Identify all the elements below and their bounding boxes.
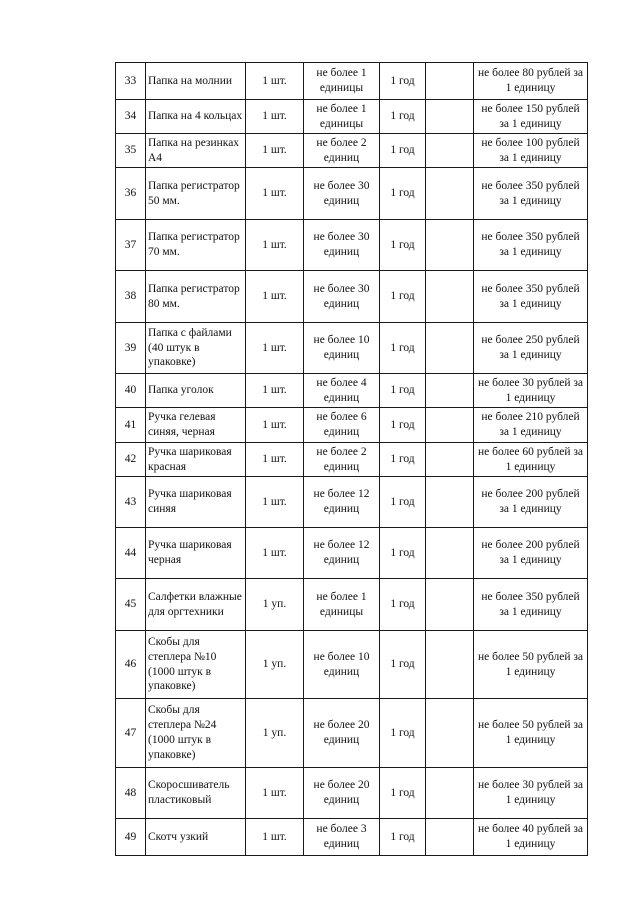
table-row [116, 699, 588, 768]
item-name: Ручка шариковая красная [146, 443, 246, 477]
item-period: 1 год [380, 443, 426, 477]
item-period: 1 год [380, 134, 426, 168]
row-number: 47 [116, 699, 146, 768]
empty-cell [426, 220, 474, 271]
supply-table [115, 62, 588, 856]
row-number: 44 [116, 528, 146, 579]
item-name: Ручка гелевая синяя, черная [146, 408, 246, 443]
item-period: 1 год [380, 528, 426, 579]
item-quantity: не более 10 единиц [304, 631, 380, 699]
item-unit: 1 шт. [246, 100, 304, 134]
table-row [116, 100, 588, 134]
item-unit: 1 шт. [246, 374, 304, 408]
item-price: не более 350 рублей за 1 единицу [474, 579, 588, 631]
row-number: 40 [116, 374, 146, 408]
item-price: не более 100 рублей за 1 единицу [474, 134, 588, 168]
row-number: 38 [116, 271, 146, 323]
table-row [116, 168, 588, 220]
table-row [116, 477, 588, 528]
row-number: 48 [116, 768, 146, 819]
item-price: не более 60 рублей за 1 единицу [474, 443, 588, 477]
empty-cell [426, 168, 474, 220]
item-unit: 1 шт. [246, 134, 304, 168]
item-unit: 1 шт. [246, 323, 304, 374]
item-unit: 1 шт. [246, 443, 304, 477]
item-unit: 1 шт. [246, 168, 304, 220]
row-number: 36 [116, 168, 146, 220]
item-name: Скоросшиватель пластиковый [146, 768, 246, 819]
item-quantity: не более 4 единиц [304, 374, 380, 408]
item-quantity: не более 30 единиц [304, 271, 380, 323]
item-period: 1 год [380, 323, 426, 374]
empty-cell [426, 271, 474, 323]
item-period: 1 год [380, 768, 426, 819]
item-quantity: не более 3 единиц [304, 819, 380, 856]
item-quantity: не более 2 единиц [304, 134, 380, 168]
table-row [116, 323, 588, 374]
item-price: не более 30 рублей за 1 единицу [474, 374, 588, 408]
table-row [116, 443, 588, 477]
item-quantity: не более 1 единицы [304, 100, 380, 134]
item-price: не более 50 рублей за 1 единицу [474, 631, 588, 699]
table-row [116, 768, 588, 819]
item-unit: 1 шт. [246, 528, 304, 579]
item-quantity: не более 6 единиц [304, 408, 380, 443]
item-name: Папка регистратор 80 мм. [146, 271, 246, 323]
item-quantity: не более 12 единиц [304, 477, 380, 528]
item-unit: 1 уп. [246, 579, 304, 631]
item-price: не более 350 рублей за 1 единицу [474, 271, 588, 323]
item-name: Скобы для степлера №10 (1000 штук в упаковке) [146, 631, 246, 699]
item-price: не более 80 рублей за 1 единицу [474, 63, 588, 100]
item-period: 1 год [380, 271, 426, 323]
item-period: 1 год [380, 477, 426, 528]
item-period: 1 год [380, 579, 426, 631]
empty-cell [426, 443, 474, 477]
item-name: Ручка шариковая черная [146, 528, 246, 579]
item-unit: 1 уп. [246, 631, 304, 699]
item-quantity: не более 1 единицы [304, 579, 380, 631]
item-period: 1 год [380, 220, 426, 271]
item-quantity: не более 2 единиц [304, 443, 380, 477]
item-quantity: не более 12 единиц [304, 528, 380, 579]
item-unit: 1 уп. [246, 699, 304, 768]
item-period: 1 год [380, 374, 426, 408]
item-name: Папка на 4 кольцах [146, 100, 246, 134]
item-price: не более 150 рублей за 1 единицу [474, 100, 588, 134]
item-price: не более 200 рублей за 1 единицу [474, 528, 588, 579]
item-unit: 1 шт. [246, 408, 304, 443]
item-name: Салфетки влажные для оргтехники [146, 579, 246, 631]
table-row [116, 63, 588, 100]
item-quantity: не более 1 единицы [304, 63, 380, 100]
item-price: не более 30 рублей за 1 единицу [474, 768, 588, 819]
item-quantity: не более 10 единиц [304, 323, 380, 374]
item-name: Ручка шариковая синяя [146, 477, 246, 528]
item-period: 1 год [380, 631, 426, 699]
item-name: Папка с файлами (40 штук в упаковке) [146, 323, 246, 374]
item-period: 1 год [380, 63, 426, 100]
item-price: не более 210 рублей за 1 единицу [474, 408, 588, 443]
row-number: 33 [116, 63, 146, 100]
item-quantity: не более 20 единиц [304, 699, 380, 768]
empty-cell [426, 100, 474, 134]
table-row [116, 579, 588, 631]
item-unit: 1 шт. [246, 63, 304, 100]
item-price: не более 350 рублей за 1 единицу [474, 168, 588, 220]
row-number: 37 [116, 220, 146, 271]
item-price: не более 200 рублей за 1 единицу [474, 477, 588, 528]
empty-cell [426, 579, 474, 631]
supply-table-body [116, 63, 588, 856]
empty-cell [426, 631, 474, 699]
empty-cell [426, 477, 474, 528]
empty-cell [426, 528, 474, 579]
row-number: 39 [116, 323, 146, 374]
item-price: не более 250 рублей за 1 единицу [474, 323, 588, 374]
item-period: 1 год [380, 699, 426, 768]
row-number: 41 [116, 408, 146, 443]
item-price: не более 40 рублей за 1 единицу [474, 819, 588, 856]
item-period: 1 год [380, 100, 426, 134]
empty-cell [426, 408, 474, 443]
item-period: 1 год [380, 819, 426, 856]
table-row [116, 408, 588, 443]
item-quantity: не более 30 единиц [304, 220, 380, 271]
row-number: 49 [116, 819, 146, 856]
item-name: Папка на резинках А4 [146, 134, 246, 168]
item-name: Скотч узкий [146, 819, 246, 856]
table-row [116, 631, 588, 699]
item-name: Папка регистратор 50 мм. [146, 168, 246, 220]
table-row [116, 220, 588, 271]
empty-cell [426, 63, 474, 100]
row-number: 34 [116, 100, 146, 134]
item-quantity: не более 30 единиц [304, 168, 380, 220]
row-number: 42 [116, 443, 146, 477]
item-price: не более 50 рублей за 1 единицу [474, 699, 588, 768]
item-quantity: не более 20 единиц [304, 768, 380, 819]
item-period: 1 год [380, 168, 426, 220]
table-row [116, 271, 588, 323]
row-number: 45 [116, 579, 146, 631]
item-unit: 1 шт. [246, 768, 304, 819]
table-row [116, 528, 588, 579]
item-name: Папка регистратор 70 мм. [146, 220, 246, 271]
item-unit: 1 шт. [246, 220, 304, 271]
empty-cell [426, 374, 474, 408]
item-price: не более 350 рублей за 1 единицу [474, 220, 588, 271]
row-number: 46 [116, 631, 146, 699]
table-row [116, 134, 588, 168]
empty-cell [426, 134, 474, 168]
empty-cell [426, 768, 474, 819]
item-unit: 1 шт. [246, 477, 304, 528]
empty-cell [426, 323, 474, 374]
row-number: 35 [116, 134, 146, 168]
item-name: Папка уголок [146, 374, 246, 408]
item-unit: 1 шт. [246, 819, 304, 856]
item-name: Папка на молнии [146, 63, 246, 100]
item-unit: 1 шт. [246, 271, 304, 323]
item-name: Скобы для степлера №24 (1000 штук в упаковке) [146, 699, 246, 768]
row-number: 43 [116, 477, 146, 528]
table-row [116, 374, 588, 408]
empty-cell [426, 819, 474, 856]
item-period: 1 год [380, 408, 426, 443]
empty-cell [426, 699, 474, 768]
table-row [116, 819, 588, 856]
